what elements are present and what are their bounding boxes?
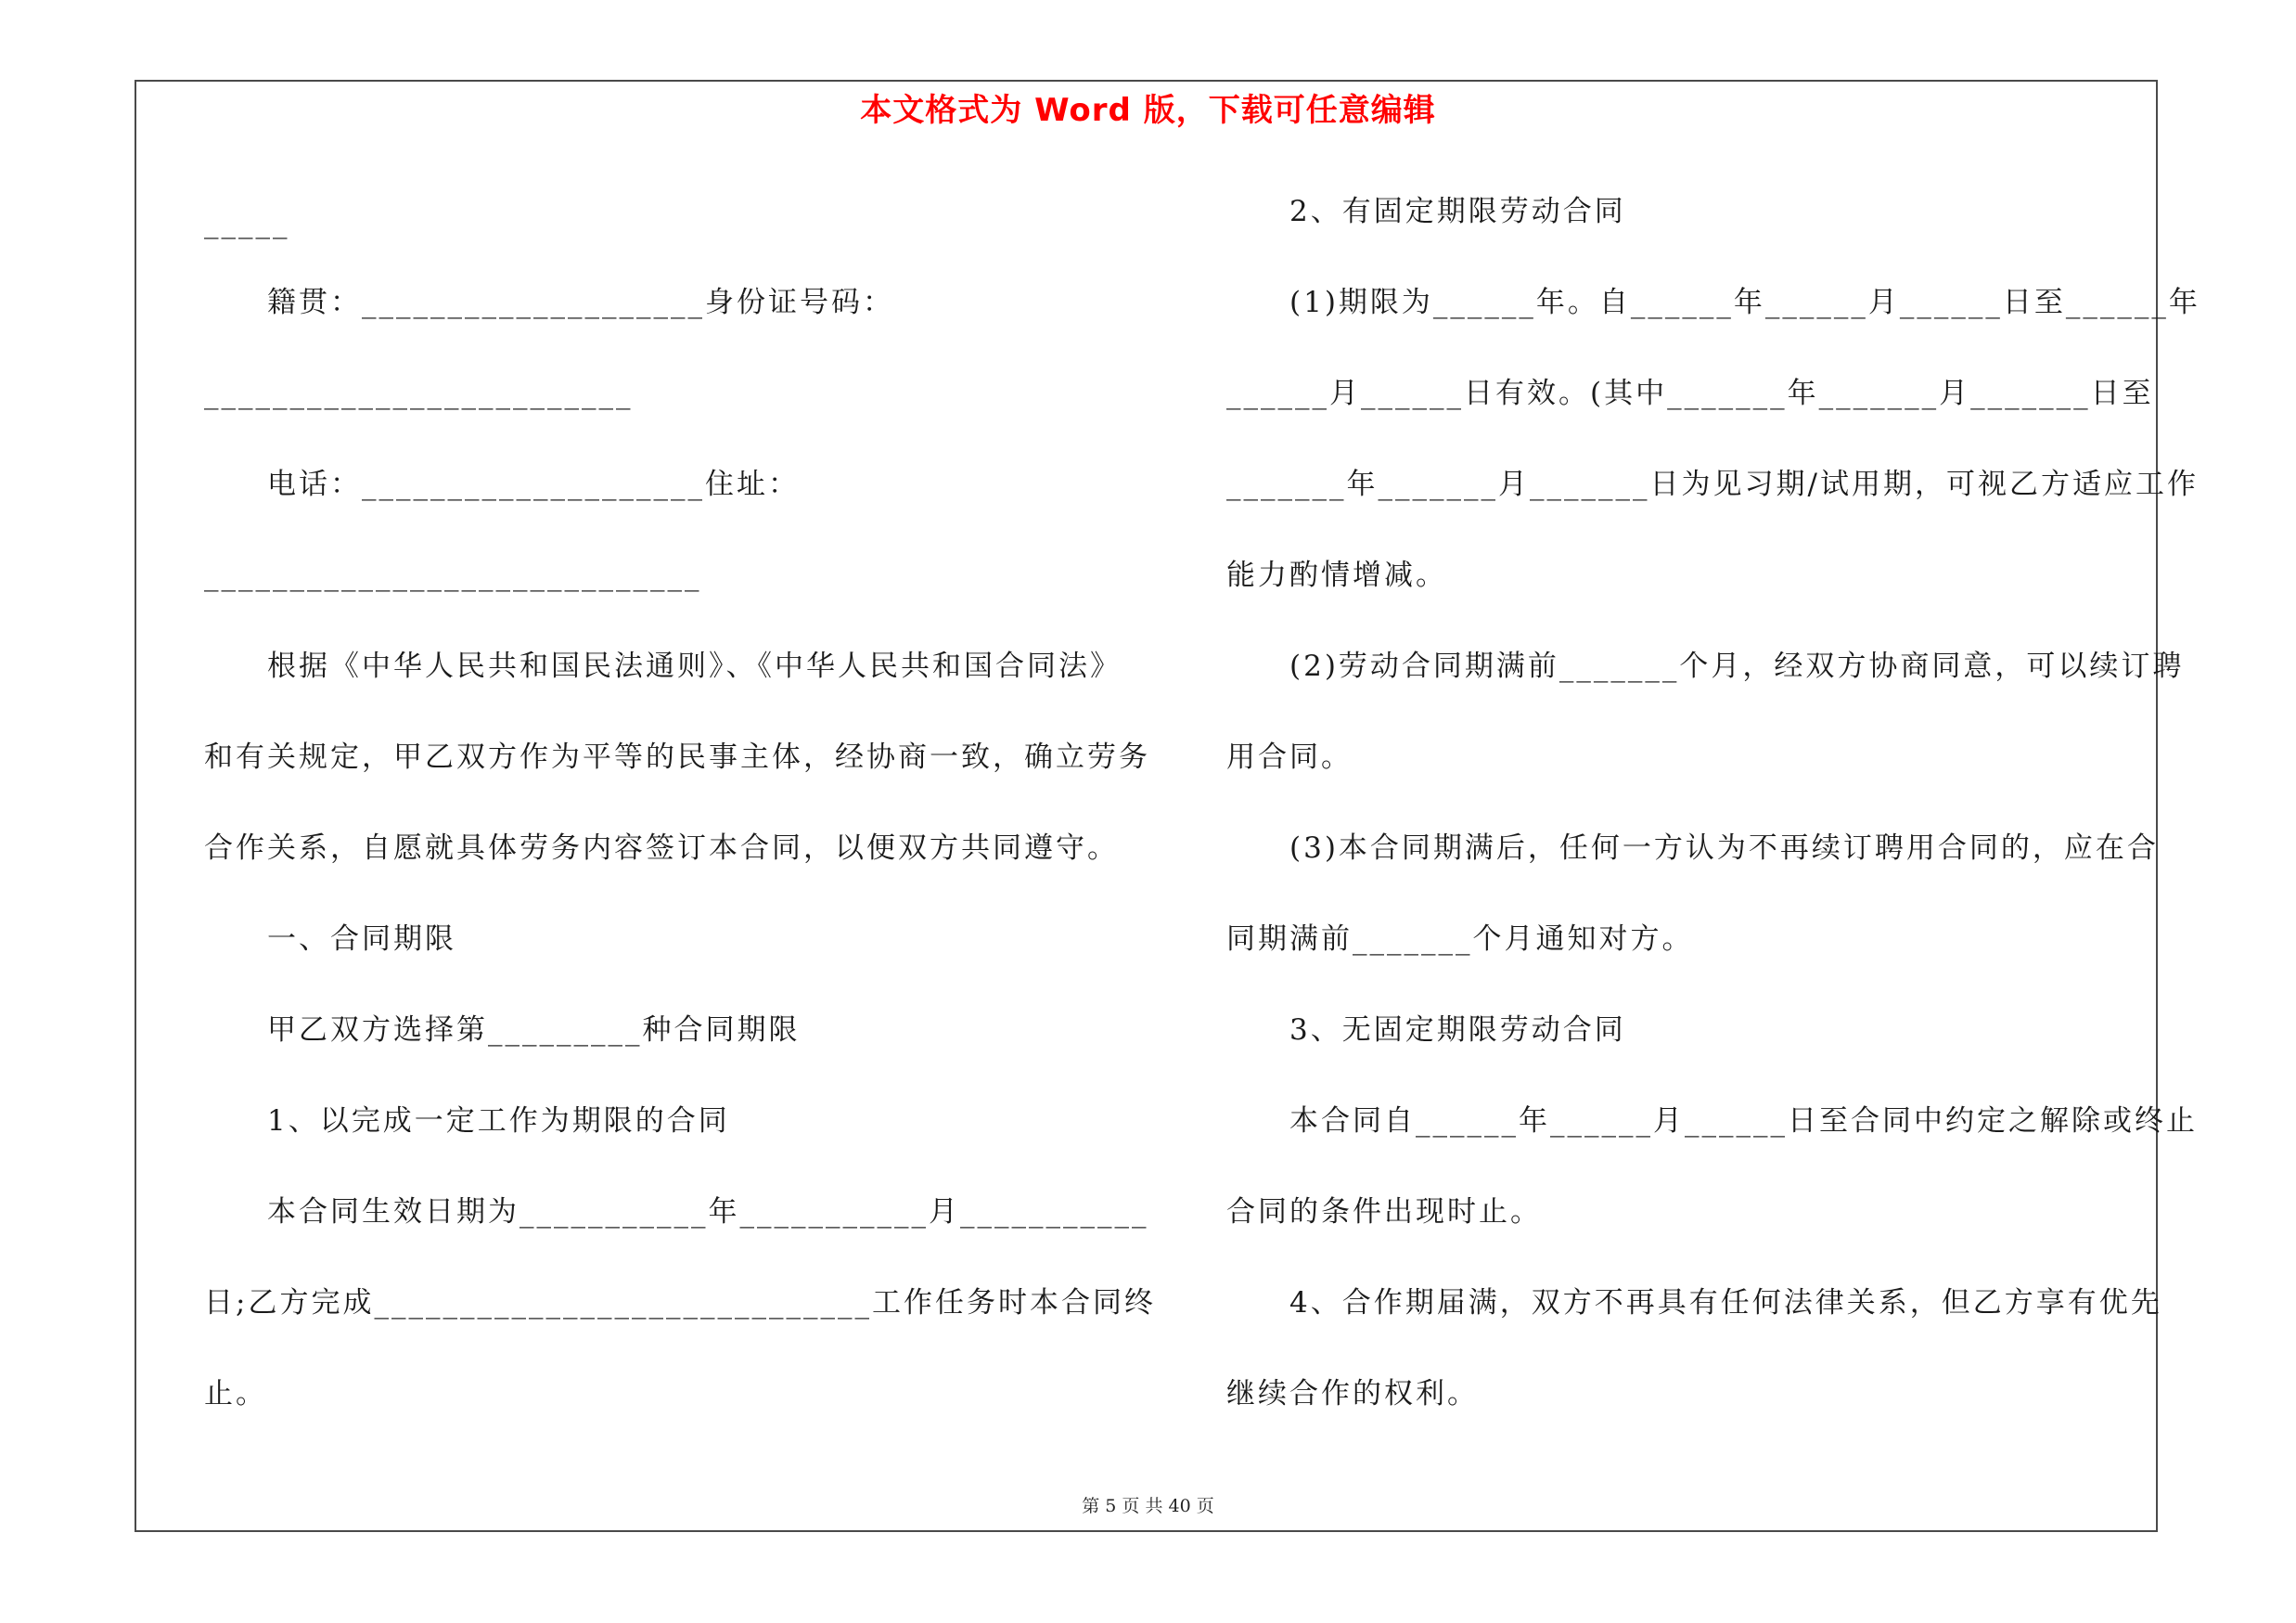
paragraph-line: 甲乙双方选择第_________种合同期限	[267, 1013, 801, 1047]
subsection-heading: 3、无固定期限劳动合同	[1289, 1013, 1626, 1047]
paragraph-line: _______年_______月_______日为见习期/试用期，可视乙方适应工作	[1226, 468, 2199, 501]
paragraph-line: 本合同生效日期为___________年___________月___________	[267, 1195, 1149, 1229]
paragraph-line: ______月______日有效。(其中_______年_______月_______日至	[1226, 377, 2154, 410]
paragraph-line: 合作关系，自愿就具体劳务内容签订本合同，以便双方共同遵守。	[204, 831, 1119, 865]
paragraph-line: 同期满前_______个月通知对方。	[1226, 922, 1694, 956]
paragraph-line: 合同的条件出现时止。	[1226, 1195, 1542, 1229]
paragraph-line: 4、合作期届满，双方不再具有任何法律关系，但乙方享有优先	[1289, 1286, 2162, 1320]
paragraph-line: 日;乙方完成_____________________________工作任务时本合同终	[204, 1286, 1156, 1320]
paragraph-line: _____________________________	[204, 559, 702, 592]
paragraph-line: 和有关规定，甲乙双方作为平等的民事主体，经协商一致，确立劳务	[204, 741, 1150, 774]
paragraph-line: _________________________	[204, 377, 634, 410]
paragraph-line: (3)本合同期满后，任何一方认为不再续订聘用合同的，应在合	[1289, 831, 2159, 865]
section-heading: 一、合同期限	[267, 922, 456, 956]
subsection-heading: 1、以完成一定工作为期限的合同	[267, 1104, 730, 1138]
paragraph-line: (2)劳动合同期满前_______个月，经双方协商同意，可以续订聘	[1289, 650, 2185, 683]
paragraph-line: 止。	[204, 1377, 267, 1410]
page-number: 第 5 页 共 40 页	[1082, 1496, 1214, 1516]
paragraph-line: _____	[204, 206, 290, 239]
paragraph-line: 能力酌情增减。	[1226, 559, 1447, 592]
paragraph-line: 继续合作的权利。	[1226, 1377, 1479, 1410]
paragraph-line: (1)期限为______年。自______年______月______日至______年	[1289, 286, 2200, 319]
paragraph-line: 电话：____________________住址：	[267, 468, 800, 501]
paragraph-line: 用合同。	[1226, 741, 1353, 774]
subsection-heading: 2、有固定期限劳动合同	[1289, 195, 1626, 228]
format-banner: 本文格式为 Word 版，下载可任意编辑	[860, 92, 1436, 129]
paragraph-line: 本合同自______年______月______日至合同中约定之解除或终止	[1289, 1104, 2198, 1138]
paragraph-line: 根据《中华人民共和国民法通则》、《中华人民共和国合同法》	[267, 650, 1122, 683]
paragraph-line: 籍贯：____________________身份证号码：	[267, 286, 894, 319]
